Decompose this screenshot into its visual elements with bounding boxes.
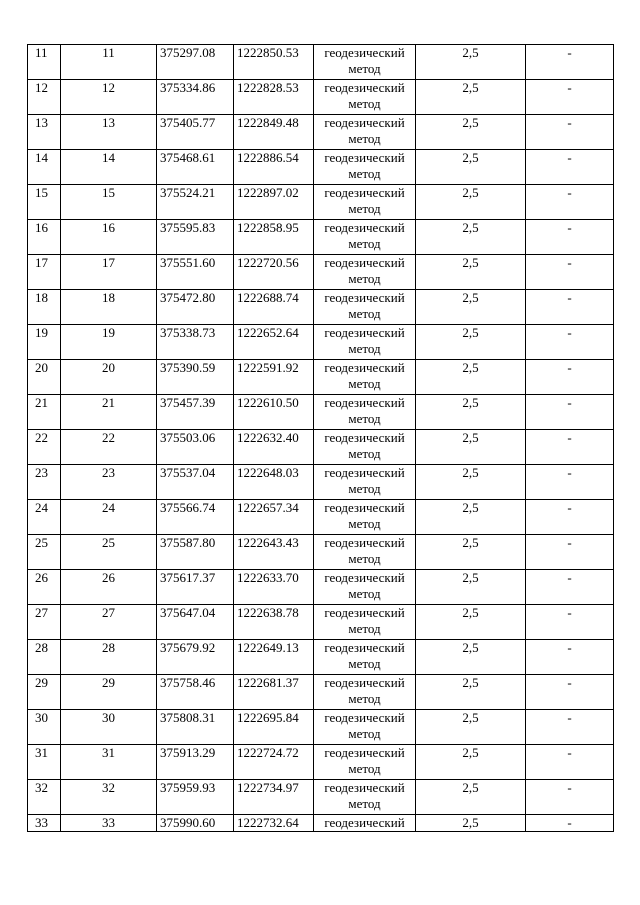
method-line-2: метод — [348, 201, 381, 216]
description-cell: - — [526, 360, 614, 395]
row-number-cell: 31 — [28, 745, 61, 780]
method-cell — [314, 255, 416, 290]
table-row — [28, 290, 614, 325]
description-cell: - — [526, 45, 614, 80]
method-line-1: геодезический — [324, 605, 405, 620]
point-number-cell: 19 — [61, 325, 157, 360]
method-line-1: геодезический — [324, 745, 405, 760]
row-number-cell: 20 — [28, 360, 61, 395]
table-row — [28, 115, 614, 150]
method-line-2: метод — [348, 96, 381, 111]
method-cell — [314, 500, 416, 535]
table-row — [28, 80, 614, 115]
method-cell — [314, 290, 416, 325]
table-row — [28, 395, 614, 430]
method-line-1: геодезический — [324, 290, 405, 305]
method-line-1: геодезический — [324, 115, 405, 130]
point-number-cell: 23 — [61, 465, 157, 500]
row-number-cell: 13 — [28, 115, 61, 150]
y-coordinate-cell: 1222849.48 — [234, 115, 314, 150]
method-line-1: геодезический — [324, 465, 405, 480]
y-coordinate-cell: 1222648.03 — [234, 465, 314, 500]
accuracy-cell: 2,5 — [416, 430, 526, 465]
point-number-cell: 27 — [61, 605, 157, 640]
method-line-1: геодезический — [324, 395, 405, 410]
description-cell: - — [526, 255, 614, 290]
row-number-cell: 32 — [28, 780, 61, 815]
x-coordinate-cell: 375758.46 — [157, 675, 234, 710]
description-cell: - — [526, 570, 614, 605]
method-line-2: метод — [348, 586, 381, 601]
y-coordinate-cell: 1222643.43 — [234, 535, 314, 570]
table-row — [28, 815, 614, 832]
y-coordinate-cell: 1222657.34 — [234, 500, 314, 535]
row-number-cell: 25 — [28, 535, 61, 570]
table-row — [28, 780, 614, 815]
point-number-cell: 30 — [61, 710, 157, 745]
method-line-1: геодезический — [324, 80, 405, 95]
method-line-1: геодезический — [324, 535, 405, 550]
table-row — [28, 150, 614, 185]
y-coordinate-cell: 1222695.84 — [234, 710, 314, 745]
table-row — [28, 570, 614, 605]
x-coordinate-cell: 375990.60 — [157, 815, 234, 832]
accuracy-cell: 2,5 — [416, 605, 526, 640]
accuracy-cell: 2,5 — [416, 640, 526, 675]
method-line-2: метод — [348, 761, 381, 776]
row-number-cell: 23 — [28, 465, 61, 500]
method-line-2: метод — [348, 481, 381, 496]
method-line-1: геодезический — [324, 45, 405, 60]
table-row — [28, 325, 614, 360]
method-line-2: метод — [348, 236, 381, 251]
method-line-2: метод — [348, 691, 381, 706]
description-cell: - — [526, 290, 614, 325]
x-coordinate-cell: 375503.06 — [157, 430, 234, 465]
y-coordinate-cell: 1222886.54 — [234, 150, 314, 185]
y-coordinate-cell: 1222681.37 — [234, 675, 314, 710]
point-number-cell: 26 — [61, 570, 157, 605]
method-line-2: метод — [348, 376, 381, 391]
method-line-2: метод — [348, 551, 381, 566]
y-coordinate-cell: 1222688.74 — [234, 290, 314, 325]
method-cell — [314, 605, 416, 640]
method-line-2: метод — [348, 341, 381, 356]
table-row — [28, 465, 614, 500]
table-row — [28, 185, 614, 220]
row-number-cell: 16 — [28, 220, 61, 255]
table-row — [28, 605, 614, 640]
y-coordinate-cell: 1222610.50 — [234, 395, 314, 430]
row-number-cell: 21 — [28, 395, 61, 430]
method-cell — [314, 150, 416, 185]
description-cell: - — [526, 325, 614, 360]
point-number-cell: 22 — [61, 430, 157, 465]
x-coordinate-cell: 375405.77 — [157, 115, 234, 150]
row-number-cell: 19 — [28, 325, 61, 360]
description-cell: - — [526, 185, 614, 220]
point-number-cell: 12 — [61, 80, 157, 115]
row-number-cell: 15 — [28, 185, 61, 220]
description-cell: - — [526, 465, 614, 500]
method-cell — [314, 675, 416, 710]
description-cell: - — [526, 710, 614, 745]
method-cell — [314, 465, 416, 500]
method-cell — [314, 710, 416, 745]
point-number-cell: 31 — [61, 745, 157, 780]
accuracy-cell: 2,5 — [416, 500, 526, 535]
x-coordinate-cell: 375647.04 — [157, 605, 234, 640]
x-coordinate-cell: 375913.29 — [157, 745, 234, 780]
x-coordinate-cell: 375457.39 — [157, 395, 234, 430]
accuracy-cell: 2,5 — [416, 290, 526, 325]
point-number-cell: 28 — [61, 640, 157, 675]
description-cell: - — [526, 745, 614, 780]
description-cell: - — [526, 675, 614, 710]
point-number-cell: 16 — [61, 220, 157, 255]
point-number-cell: 24 — [61, 500, 157, 535]
table-row — [28, 640, 614, 675]
accuracy-cell: 2,5 — [416, 185, 526, 220]
table-row — [28, 45, 614, 80]
method-line-1: геодезический — [324, 325, 405, 340]
y-coordinate-cell: 1222649.13 — [234, 640, 314, 675]
method-line-1: геодезический — [324, 640, 405, 655]
accuracy-cell: 2,5 — [416, 570, 526, 605]
method-cell — [314, 430, 416, 465]
method-cell — [314, 220, 416, 255]
method-line-1: геодезический — [324, 430, 405, 445]
point-number-cell: 20 — [61, 360, 157, 395]
x-coordinate-cell: 375390.59 — [157, 360, 234, 395]
description-cell: - — [526, 395, 614, 430]
accuracy-cell: 2,5 — [416, 780, 526, 815]
method-line-2: метод — [348, 306, 381, 321]
x-coordinate-cell: 375334.86 — [157, 80, 234, 115]
x-coordinate-cell: 375551.60 — [157, 255, 234, 290]
accuracy-cell: 2,5 — [416, 325, 526, 360]
x-coordinate-cell: 375524.21 — [157, 185, 234, 220]
y-coordinate-cell: 1222850.53 — [234, 45, 314, 80]
description-cell: - — [526, 115, 614, 150]
y-coordinate-cell: 1222633.70 — [234, 570, 314, 605]
y-coordinate-cell: 1222724.72 — [234, 745, 314, 780]
x-coordinate-cell: 375338.73 — [157, 325, 234, 360]
description-cell: - — [526, 535, 614, 570]
method-cell — [314, 815, 416, 832]
method-cell — [314, 115, 416, 150]
x-coordinate-cell: 375297.08 — [157, 45, 234, 80]
accuracy-cell: 2,5 — [416, 710, 526, 745]
description-cell: - — [526, 815, 614, 832]
method-line-1: геодезический — [324, 255, 405, 270]
accuracy-cell: 2,5 — [416, 465, 526, 500]
table-row — [28, 360, 614, 395]
method-line-1: геодезический — [324, 815, 405, 830]
method-line-2: метод — [348, 411, 381, 426]
y-coordinate-cell: 1222732.64 — [234, 815, 314, 832]
table-row — [28, 745, 614, 780]
point-number-cell: 13 — [61, 115, 157, 150]
row-number-cell: 28 — [28, 640, 61, 675]
y-coordinate-cell: 1222632.40 — [234, 430, 314, 465]
row-number-cell: 11 — [28, 45, 61, 80]
row-number-cell: 26 — [28, 570, 61, 605]
point-number-cell: 21 — [61, 395, 157, 430]
y-coordinate-cell: 1222897.02 — [234, 185, 314, 220]
table-row — [28, 535, 614, 570]
x-coordinate-cell: 375679.92 — [157, 640, 234, 675]
y-coordinate-cell: 1222591.92 — [234, 360, 314, 395]
description-cell: - — [526, 640, 614, 675]
y-coordinate-cell: 1222638.78 — [234, 605, 314, 640]
method-line-1: геодезический — [324, 675, 405, 690]
y-coordinate-cell: 1222652.64 — [234, 325, 314, 360]
row-number-cell: 18 — [28, 290, 61, 325]
method-cell — [314, 360, 416, 395]
table-row — [28, 500, 614, 535]
accuracy-cell: 2,5 — [416, 745, 526, 780]
method-line-1: геодезический — [324, 780, 405, 795]
table-body — [28, 45, 614, 832]
row-number-cell: 33 — [28, 815, 61, 832]
point-number-cell: 15 — [61, 185, 157, 220]
coordinates-table — [27, 44, 614, 832]
point-number-cell: 32 — [61, 780, 157, 815]
accuracy-cell: 2,5 — [416, 80, 526, 115]
x-coordinate-cell: 375595.83 — [157, 220, 234, 255]
method-cell — [314, 325, 416, 360]
method-line-2: метод — [348, 131, 381, 146]
method-line-2: метод — [348, 446, 381, 461]
point-number-cell: 14 — [61, 150, 157, 185]
point-number-cell: 11 — [61, 45, 157, 80]
method-line-1: геодезический — [324, 570, 405, 585]
accuracy-cell: 2,5 — [416, 815, 526, 832]
row-number-cell: 29 — [28, 675, 61, 710]
accuracy-cell: 2,5 — [416, 255, 526, 290]
x-coordinate-cell: 375808.31 — [157, 710, 234, 745]
x-coordinate-cell: 375959.93 — [157, 780, 234, 815]
method-line-1: геодезический — [324, 710, 405, 725]
method-line-2: метод — [348, 166, 381, 181]
row-number-cell: 12 — [28, 80, 61, 115]
point-number-cell: 18 — [61, 290, 157, 325]
method-cell — [314, 185, 416, 220]
table-row — [28, 255, 614, 290]
point-number-cell: 17 — [61, 255, 157, 290]
method-cell — [314, 745, 416, 780]
method-line-2: метод — [348, 516, 381, 531]
method-line-2: метод — [348, 271, 381, 286]
method-line-1: геодезический — [324, 185, 405, 200]
accuracy-cell: 2,5 — [416, 220, 526, 255]
description-cell: - — [526, 605, 614, 640]
table-row — [28, 710, 614, 745]
method-line-1: геодезический — [324, 220, 405, 235]
method-cell — [314, 640, 416, 675]
description-cell: - — [526, 220, 614, 255]
description-cell: - — [526, 80, 614, 115]
method-line-1: геодезический — [324, 150, 405, 165]
x-coordinate-cell: 375617.37 — [157, 570, 234, 605]
point-number-cell: 29 — [61, 675, 157, 710]
row-number-cell: 30 — [28, 710, 61, 745]
description-cell: - — [526, 780, 614, 815]
method-cell — [314, 80, 416, 115]
y-coordinate-cell: 1222720.56 — [234, 255, 314, 290]
x-coordinate-cell: 375472.80 — [157, 290, 234, 325]
method-line-1: геодезический — [324, 500, 405, 515]
method-line-2: метод — [348, 621, 381, 636]
row-number-cell: 27 — [28, 605, 61, 640]
y-coordinate-cell: 1222734.97 — [234, 780, 314, 815]
description-cell: - — [526, 150, 614, 185]
method-line-2: метод — [348, 796, 381, 811]
point-number-cell: 33 — [61, 815, 157, 832]
x-coordinate-cell: 375587.80 — [157, 535, 234, 570]
table-row — [28, 220, 614, 255]
table-row — [28, 675, 614, 710]
accuracy-cell: 2,5 — [416, 45, 526, 80]
y-coordinate-cell: 1222828.53 — [234, 80, 314, 115]
method-line-2: метод — [348, 656, 381, 671]
x-coordinate-cell: 375537.04 — [157, 465, 234, 500]
row-number-cell: 17 — [28, 255, 61, 290]
accuracy-cell: 2,5 — [416, 535, 526, 570]
accuracy-cell: 2,5 — [416, 675, 526, 710]
accuracy-cell: 2,5 — [416, 115, 526, 150]
method-line-1: геодезический — [324, 360, 405, 375]
method-cell — [314, 780, 416, 815]
point-number-cell: 25 — [61, 535, 157, 570]
row-number-cell: 22 — [28, 430, 61, 465]
method-line-2: метод — [348, 726, 381, 741]
y-coordinate-cell: 1222858.95 — [234, 220, 314, 255]
method-cell — [314, 395, 416, 430]
x-coordinate-cell: 375468.61 — [157, 150, 234, 185]
description-cell: - — [526, 500, 614, 535]
x-coordinate-cell: 375566.74 — [157, 500, 234, 535]
table-row — [28, 430, 614, 465]
method-cell — [314, 45, 416, 80]
accuracy-cell: 2,5 — [416, 360, 526, 395]
description-cell: - — [526, 430, 614, 465]
method-line-2: метод — [348, 61, 381, 76]
method-cell — [314, 570, 416, 605]
row-number-cell: 24 — [28, 500, 61, 535]
accuracy-cell: 2,5 — [416, 395, 526, 430]
accuracy-cell: 2,5 — [416, 150, 526, 185]
row-number-cell: 14 — [28, 150, 61, 185]
method-cell — [314, 535, 416, 570]
